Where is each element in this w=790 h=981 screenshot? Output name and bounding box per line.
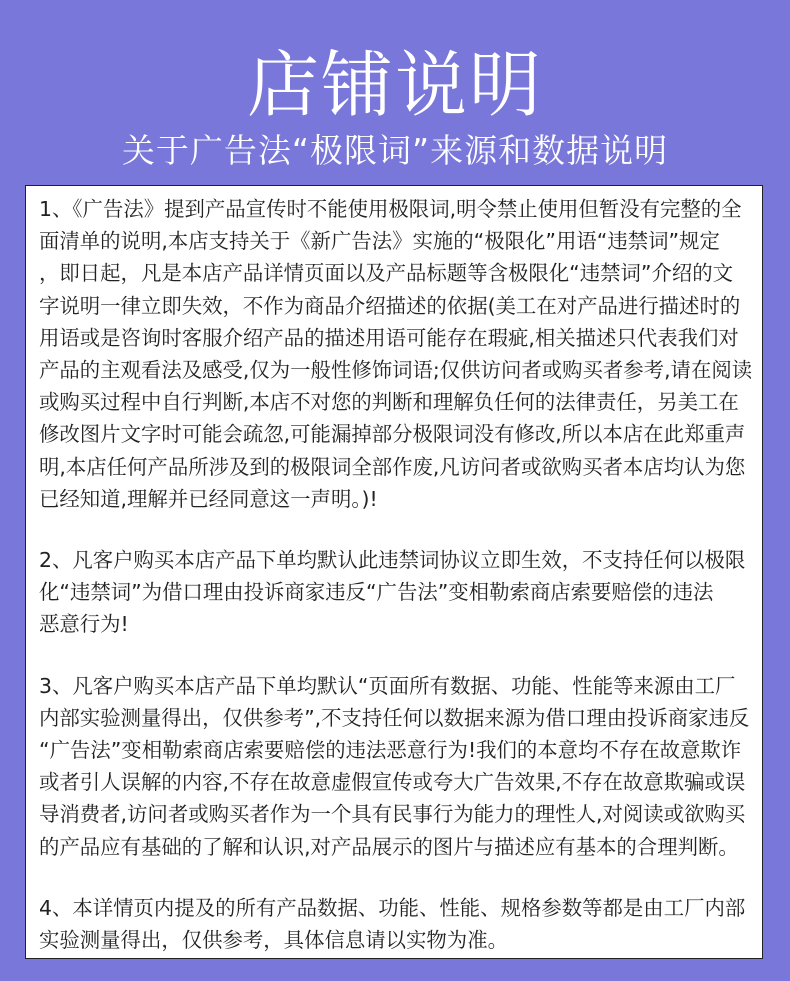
paragraph-line: 恶意行为! <box>39 612 129 637</box>
paragraph-line: 产品的主观看法及感受,仅为一般性修饰词语;仅供访问者或购买者参考,请在阅读 <box>39 358 753 383</box>
paragraph-line: 面清单的说明,本店支持关于《新广告法》实施的“极限化”用语“违禁词”规定 <box>39 229 720 254</box>
paragraph-line: 化“违禁词”为借口理由投诉商家违反“广告法”变相勒索商店索要赔偿的违法 <box>39 580 714 605</box>
paragraph-line: 导消费者,访问者或购买者作为一个具有民事行为能力的理性人,对阅读或欲购买 <box>39 802 746 827</box>
paragraph-line: 2、凡客户购买本店产品下单均默认此违禁词协议立即生效，不支持任何以极限 <box>39 548 746 573</box>
paragraph-line: 实验测量得出，仅供参考，具体信息请以实物为准。 <box>39 928 508 953</box>
paragraph-line: 4、本详情页内提及的所有产品数据、功能、性能、规格参数等都是由工厂内部 <box>39 895 746 920</box>
page-title: 店铺说明 <box>246 43 543 127</box>
paragraph-line: “广告法”变相勒索商店索要赔偿的违法恶意行为!我们的本意均不存在故意欺诈 <box>39 738 742 763</box>
paragraph-line: 明,本店任何产品所涉及到的极限词全部作废,凡访问者或欲购买者本店均认为您 <box>39 454 746 479</box>
notice-box <box>25 185 763 959</box>
notice-paragraph-2 <box>39 544 762 641</box>
notice-paragraph-1 <box>39 193 762 515</box>
notice-paragraph-3 <box>39 670 762 863</box>
paragraph-line: ，即日起，凡是本店产品详情页面以及产品标题等含极限化“违禁词”介绍的文 <box>39 261 734 286</box>
page-subtitle: 关于广告法“极限词”来源和数据说明 <box>121 131 669 170</box>
paragraph-line: 或购买过程中自行判断,本店不对您的判断和理解负任何的法律责任，另美工在 <box>39 390 739 415</box>
paragraph-line: 字说明一律立即失效，不作为商品介绍描述的依据(美工在对产品进行描述时的 <box>39 293 741 318</box>
paragraph-line: 已经知道,理解并已经同意这一声明。)! <box>39 486 378 511</box>
paragraph-line: 内部实验测量得出，仅供参考”,不支持任何以数据来源为借口理由投诉商家违反 <box>39 705 750 730</box>
paragraph-line: 用语或是咨询时客服介绍产品的描述用语可能存在瑕疵,相关描述只代表我们对 <box>39 325 739 350</box>
paragraph-line: 3、凡客户购买本店产品下单均默认“页面所有数据、功能、性能等来源由工厂 <box>39 673 736 698</box>
paragraph-line: 修改图片文字时可能会疏忽,可能漏掉部分极限词没有修改,所以本店在此郑重声 <box>39 422 746 447</box>
paragraph-line: 1、《广告法》提到产品宣传时不能使用极限词,明令禁止使用但暂没有完整的全 <box>39 197 742 221</box>
notice-paragraph-4 <box>39 892 762 956</box>
paragraph-line: 或者引人误解的内容,不存在故意虚假宣传或夸大广告效果,不存在故意欺骗或误 <box>39 770 746 795</box>
paragraph-line: 的产品应有基础的了解和认识,对产品展示的图片与描述应有基本的合理判断。 <box>39 834 739 859</box>
